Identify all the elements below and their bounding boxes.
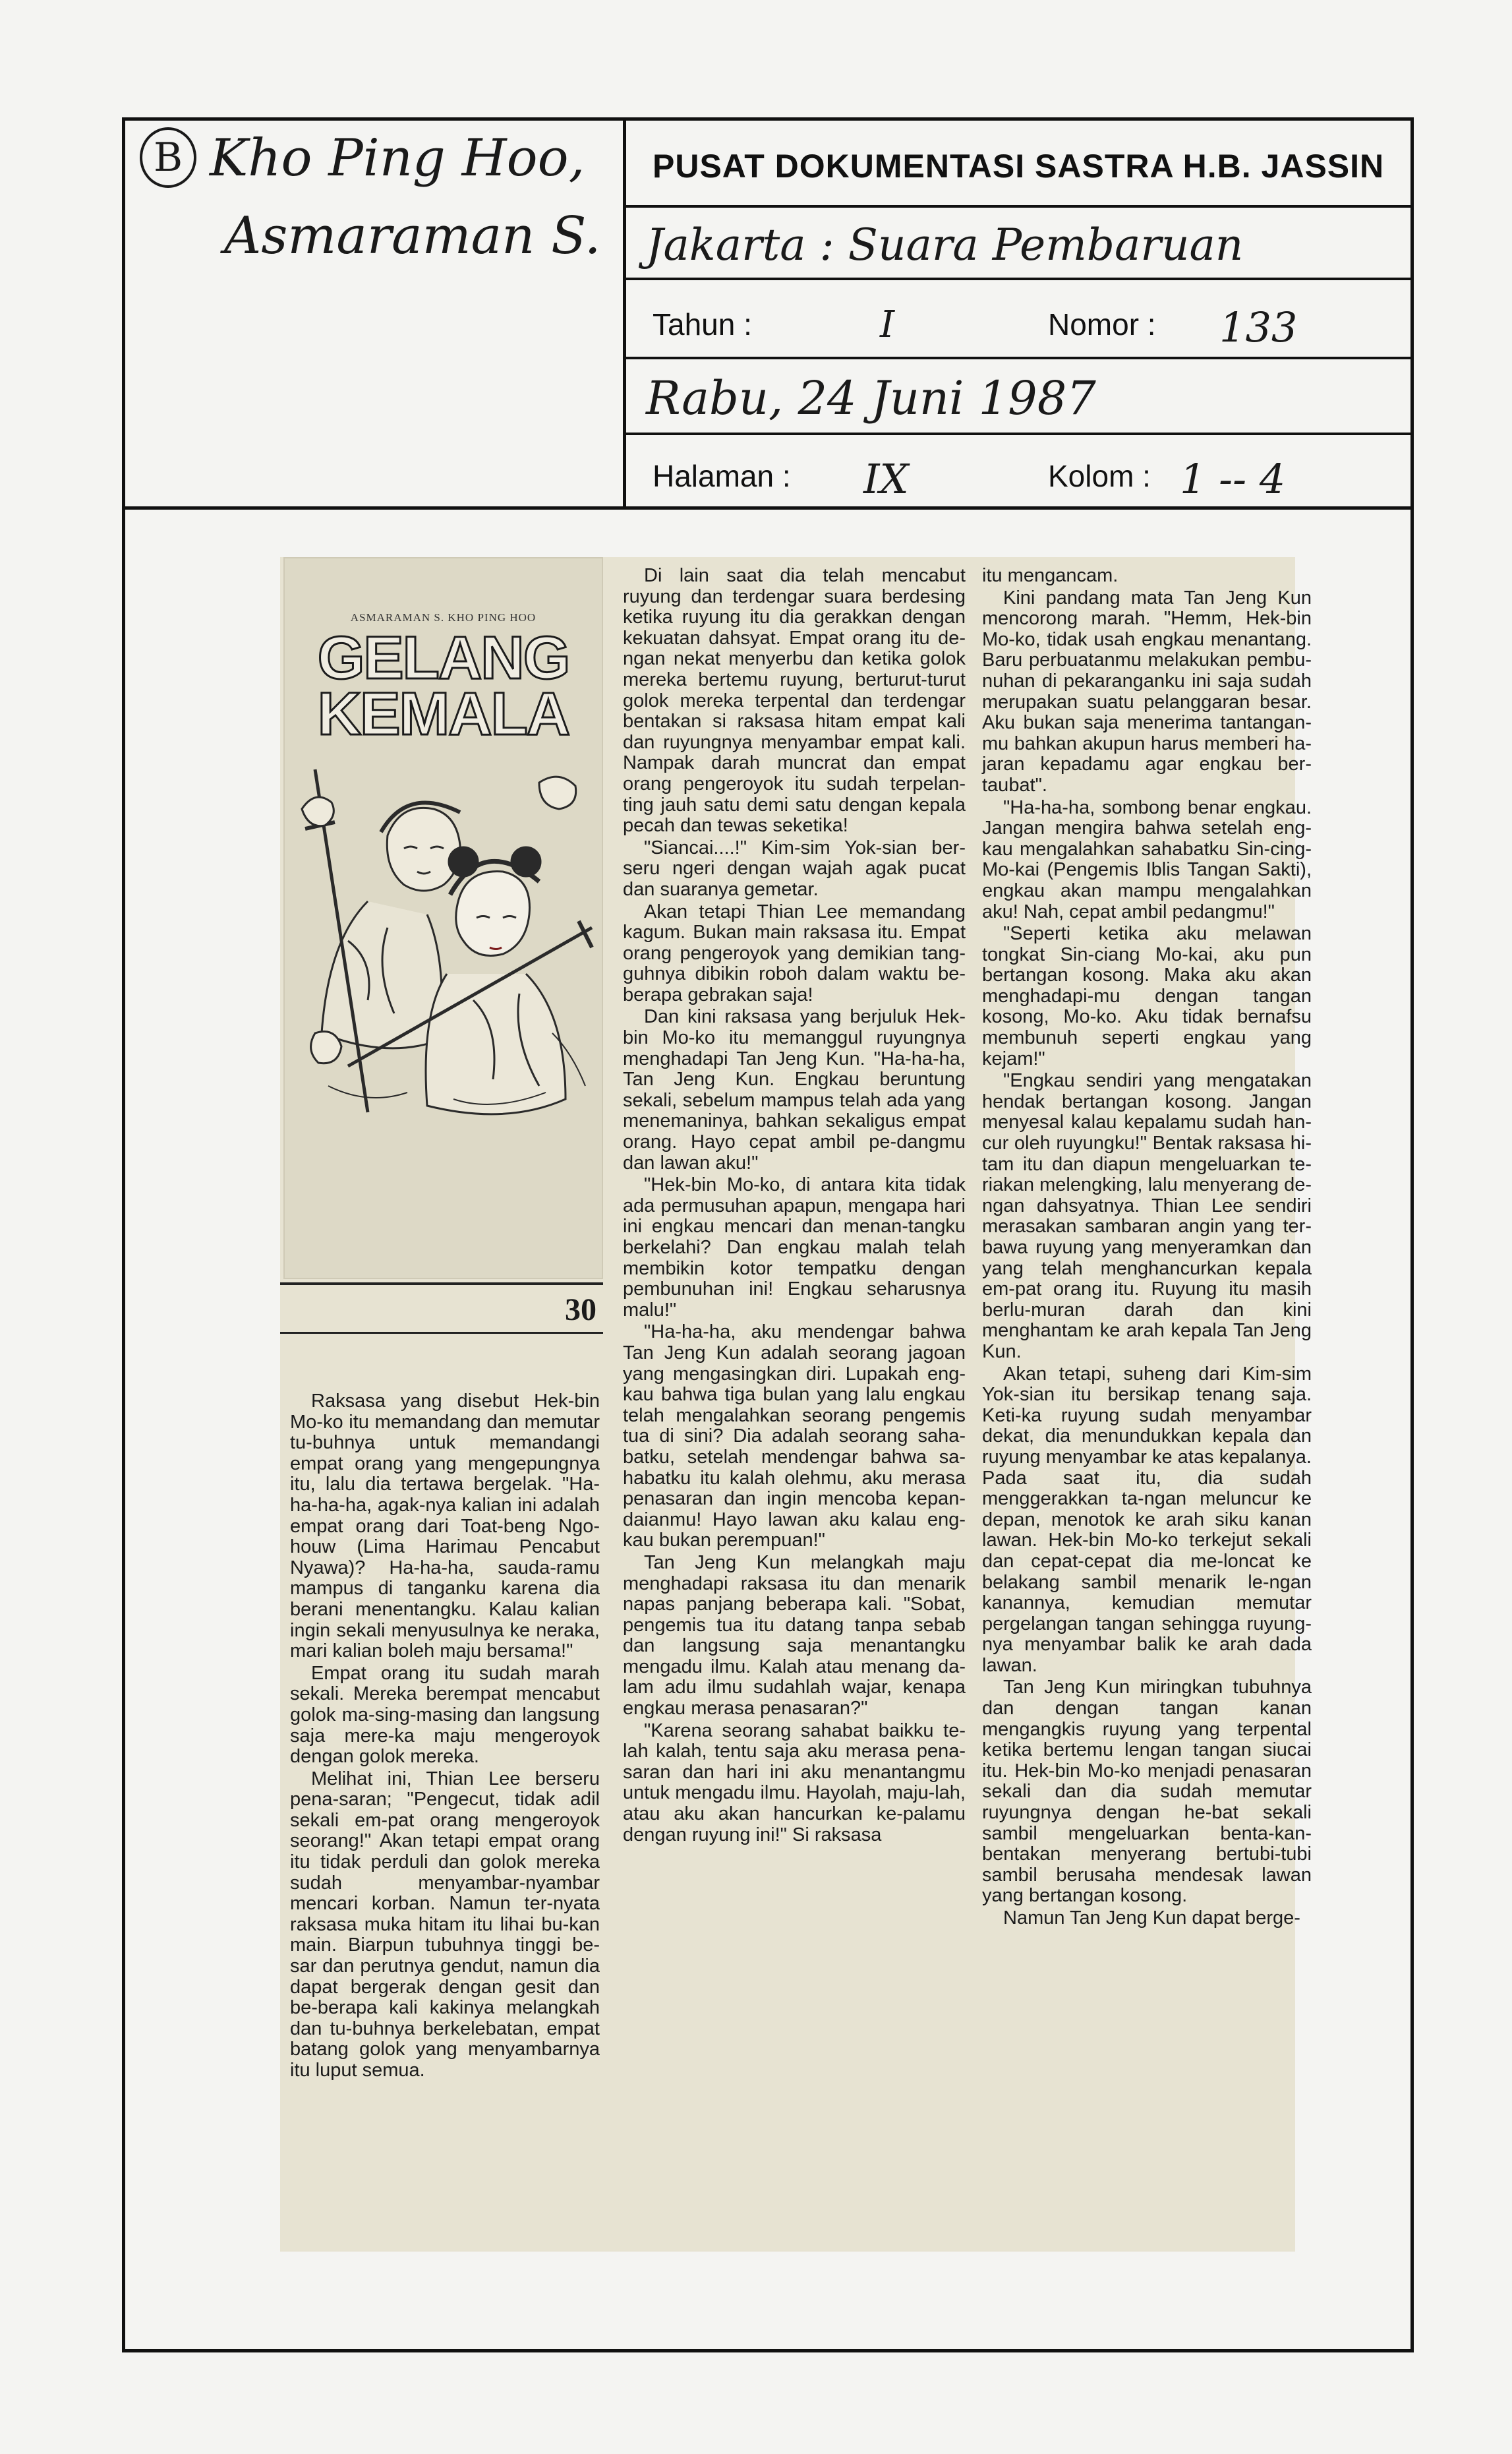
nomor-value: 133 — [1219, 303, 1298, 351]
col2-paragraph: Di lain saat dia telah mencabut ruyung dan terdengar suara berdesing ketika ruyung itu dia gerakkan dengan kekuatan dahsyat. Empat orang itu de-ngan nekat menyerbu dan ketika golok mereka bertemu ruyung, berturut-turut golok mereka terpental dan terdengar bentakan si raksasa hitam empat kali dan ruyungnya menyambar empat kali. Nampak darah muncrat dan empat orang pengeroyok itu sudah terpelan-ting jauh satu demi satu dengan kepala pecah dan tewas seketika! — [623, 565, 966, 837]
col3-paragraph: "Engkau sendiri yang mengatakan hendak bertangan kosong. Jangan menyesal kalau kepalamu sudah han-cur oleh ruyungku!" Bentak raksasa hi-tam itu dan diapun mengeluarkan te-riakan melengking, lalu menyerang de-ngan dahsyatnya. Thian Lee sendiri merasakan sambaran angin yang ter-bawa ruyung yang menyeramkan dan yang telah menghancurkan kepala em-pat orang itu. Ruyung itu masih berlu-muran darah dan kini menghantam ke arah kepala Tan Jeng Kun. — [982, 1070, 1312, 1362]
col1-paragraph: Raksasa yang disebut Hek-bin Mo-ko itu memandang dan memutar tu-buhnya untuk memandangi empat orang yang mengepungnya itu, lalu dia tertawa bergelak. "Ha-ha-ha-ha, agak-nya kalian ini adalah empat orang dari Toat-beng Ngo-houw (Lima Harimau Pencabut Nyawa)? Ha-ha-ha, sauda-ramu mampus di tanganku karena dia berani menentangku. Kalau kalian ingin sekali menyusulnya ke neraka, mari kalian boleh maju bersama!" — [290, 1391, 600, 1662]
story-title-1: GELANG — [317, 624, 569, 692]
col2-paragraph: "Siancai....!" Kim-sim Yok-sian ber-seru ngeri dengan wajah agak pucat dan suaranya gemetar. — [623, 837, 966, 900]
col2-paragraph: "Hek-bin Mo-ko, di antara kita tidak ada permusuhan apapun, mengapa hari ini engkau mencari dan menan-tangku berkelahi? Dan engkau malah telah membikin kotor tempatku dengan pembunuhan ini! Engkau seharusnya malu!" — [623, 1174, 966, 1321]
story-title-2: KEMALA — [317, 680, 569, 748]
col2-paragraph: Dan kini raksasa yang berjuluk Hek-bin Mo-ko itu memanggul ruyungnya menghadapi Tan Jeng Kun. "Ha-ha-ha, Tan Jeng Kun. Engkau beruntung sekali, sebelum mampus telah ada yang menemaninya, bahkan sekaligus empat orang. Hayo cepat ambil pe-dangmu dan lawan aku!" — [623, 1006, 966, 1174]
nomor-label: Nomor : — [1048, 307, 1156, 342]
halaman-kolom-row — [626, 435, 1410, 508]
tahun-value: I — [880, 303, 895, 346]
col2-paragraph: "Karena seorang sahabat baikku te-lah kalah, tentu saja aku merasa pena-saran dan hari ini aku menantangmu untuk mengadu ilmu. Hayolah, maju-lah, atau aku akan hancurkan ke-palamu dengan ruyung ini!" Si raksasa — [623, 1720, 966, 1845]
note-circle — [140, 127, 196, 188]
institution-row — [626, 121, 1410, 208]
story-column-3 — [982, 566, 1312, 1930]
tahun-label: Tahun : — [653, 307, 752, 342]
col2-paragraph: Akan tetapi Thian Lee memandang kagum. Bukan main raksasa itu. Empat orang pengeroyok yang demikian tang-guhnya dibikin roboh dalam waktu be-berapa gebrakan saja! — [623, 901, 966, 1005]
col3-paragraph: Akan tetapi, suheng dari Kim-sim Yok-sian itu bersikap tenang saja. Keti-ka ruyung sudah menyambar dekat, dia menundukkan kepala dan ruyung menyambar ke atas kepalanya. Pada saat itu, dia sudah menggerakkan ta-ngan meluncur ke depan, menotok ke arah siku kanan lawan. Hek-bin Mo-ko terkejut sekali dan cepat-cepat dia me-loncat ke belakang sambil menarik le-ngan kanannya, kemudian memutar pergelangan tangan sehingga ruyung-nya menyambar balik ke arah dada lawan. — [982, 1363, 1312, 1676]
story-illustration — [283, 557, 603, 1279]
episode-number: 30 — [565, 1292, 596, 1327]
story-column-2 — [623, 566, 966, 1847]
story-column-1 — [290, 1391, 600, 2083]
note-circle-letter: B — [153, 135, 183, 181]
halaman-label: Halaman : — [653, 459, 791, 493]
kolom-value: 1 -- 4 — [1180, 455, 1286, 503]
col3-paragraph: Kini pandang mata Tan Jeng Kun mencorong marah. "Hemm, Hek-bin Mo-ko, tidak usah engkau menantang. Baru perbuatanmu melakukan pembu-nuhan di pekaranganku ini saja sudah merupakan suatu pelanggaran besar. Aku bukan saja menerima tantangan-mu bahkan akupun harus memberi ha-jaran kepadamu agar engkau ber-taubat". — [982, 587, 1312, 796]
col2-paragraph: "Ha-ha-ha, aku mendengar bahwa Tan Jeng Kun adalah seorang jagoan yang mengasingkan diri. Lupakah eng-kau bahwa tiga bulan yang lalu engkau telah mengalahkan seorang pengemis tua di sini? Dia adalah seorang saha-batku, setelah mendengar bahwa sa-habatku itu kalah olehmu, aku merasa penasaran dan ingin mencoba kepan-daianmu! Hayo lawan aku kalau eng-kau bukan perempuan!" — [623, 1321, 966, 1551]
col3-paragraph: Tan Jeng Kun miringkan tubuhnya dan dengan tangan kanan mengangkis ruyung yang terpental ketika bertemu lengan tangan siucai itu. Hek-bin Mo-ko menjadi penasaran sekali dan dia sudah memutar ruyungnya dengan he-bat sekali sambil mengeluarkan benta-kan-bentakan menyerang bertubi-tubi sambil berusaha mendesak lawan yang bertangan kosong. — [982, 1677, 1312, 1907]
story-byline: ASMARAMAN S. KHO PING HOO — [350, 611, 537, 624]
col3-paragraph: "Ha-ha-ha, sombong benar engkau. Jangan mengira bahwa setelah eng-kau mengalahkan sahabatku Sin-cing-Mo-kai (Pengemis Iblis Tangan Sakti), engkau akan mampu mengalahkan aku! Nah, cepat ambil pedangmu!" — [982, 796, 1312, 922]
col2-paragraph: Tan Jeng Kun melangkah maju menghadapi raksasa itu dan menarik napas panjang beberapa kali. "Sobat, pengemis tua itu datang tanpa sebab dan langsung saja menantangku mengadu ilmu. Kalah atau menang da-lam adu ilmu sudahlah wajar, kenapa engkau merasa penasaran?" — [623, 1551, 966, 1720]
date-row — [626, 359, 1410, 435]
episode-bar — [280, 1282, 603, 1334]
col3-paragraph: Namun Tan Jeng Kun dapat berge- — [1003, 1907, 1300, 1929]
catalog-card — [623, 117, 1414, 510]
tahun-nomor-row — [626, 280, 1410, 359]
col3-paragraph: itu mengancam. — [982, 565, 1119, 586]
kolom-label: Kolom : — [1048, 459, 1151, 493]
col1-paragraph: Empat orang itu sudah marah sekali. Mereka berempat mencabut golok ma-sing-masing dan langsung saja mere-ka maju mengeroyok dengan golok mereka. — [290, 1662, 600, 1768]
institution-name: PUSAT DOKUMENTASI SASTRA H.B. JASSIN — [653, 148, 1385, 185]
publication-name: Jakarta : Suara Pembaruan — [646, 220, 1244, 270]
col3-paragraph: "Seperti ketika aku melawan tongkat Sin-ciang Mo-kai, aku pun bertangan kosong. Maka aku akan menghadapi-mu dengan tangan kosong, Mo-ko. Aku tidak bernafsu membunuh seperti engkau yang kejam!" — [982, 923, 1312, 1069]
note-author: Kho Ping Hoo, — [210, 129, 585, 188]
date-value: Rabu, 24 Juni 1987 — [646, 371, 1096, 425]
author-note-box — [122, 117, 626, 510]
note-author-2: Asmaraman S. — [224, 206, 601, 266]
col1-paragraph: Melihat ini, Thian Lee berseru pena-saran; "Pengecut, tidak adil sekali em-pat orang mengeroyok seorang!" Akan tetapi empat orang itu tidak perduli dan golok mereka sudah menyambar-nyambar mencari korban. Namun ter-nyata raksasa muka hitam itu lihai bu-kan main. Biarpun tubuhnya tinggi be-sar dan perutnya gendut, namun dia dapat bergerak dengan gesit dan be-berapa kali kakinya melangkah dan tu-buhnya berkelebatan, empat batang golok yang menyambarnya itu luput semua. — [290, 1768, 600, 2081]
warriors-drawing — [289, 756, 598, 1125]
halaman-value: IX — [863, 455, 909, 503]
publication-row — [626, 208, 1410, 280]
